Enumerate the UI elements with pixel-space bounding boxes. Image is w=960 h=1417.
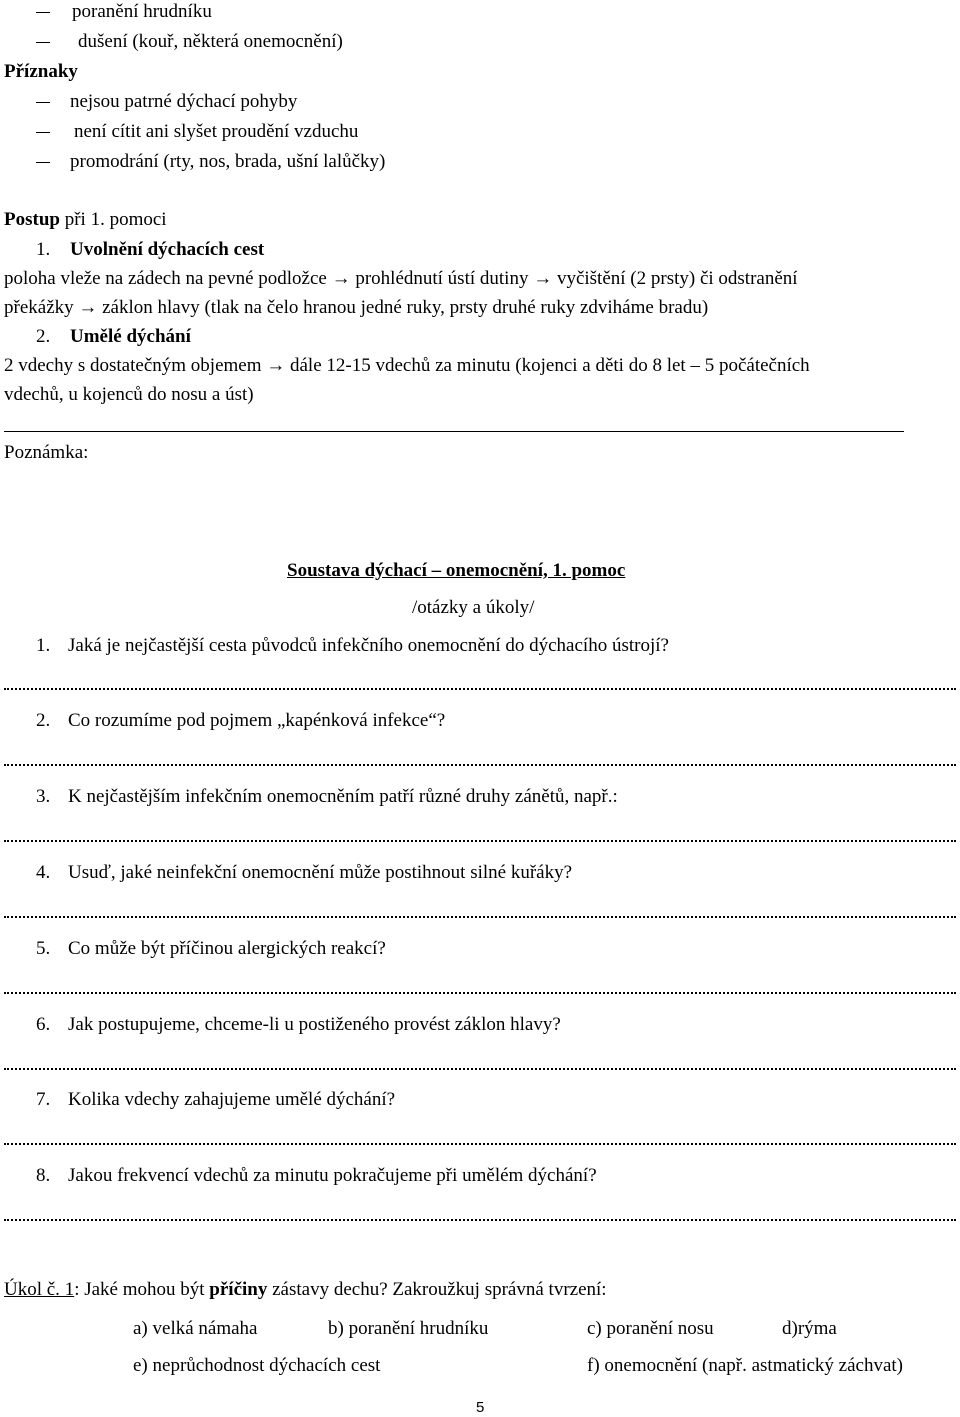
list-dash: [36, 132, 50, 133]
option-b[interactable]: b) poranění hrudníku: [328, 1318, 489, 1339]
question-text: K nejčastějším infekčním onemocněním patří různé druhy zánětů, např.:: [68, 786, 618, 807]
question-number: 5.: [36, 938, 51, 959]
question-text: Co může být příčinou alergických reakcí?: [68, 938, 386, 959]
question-number: 7.: [36, 1089, 51, 1110]
answer-line[interactable]: [4, 1068, 956, 1070]
option-d[interactable]: d)rýma: [782, 1318, 837, 1339]
question-text: Jaká je nejčastější cesta původců infekčního onemocnění do dýchacího ústrojí?: [68, 635, 669, 656]
procedure-heading-bold: Postup: [4, 209, 60, 230]
note-label: Poznámka:: [4, 442, 89, 463]
list-dash: [36, 12, 50, 13]
task-text: Jaké mohou být: [79, 1279, 210, 1300]
question-text: Jakou frekvencí vdechů za minutu pokračujeme při umělém dýchání?: [68, 1165, 597, 1186]
worksheet-subtitle: /otázky a úkoly/: [412, 597, 535, 618]
procedure-heading-rest: při 1. pomoci: [59, 209, 167, 230]
answer-line[interactable]: [4, 1219, 956, 1221]
question-number: 3.: [36, 786, 51, 807]
step-text: vdechů, u kojenců do nosu a úst): [4, 384, 254, 405]
question-text: Kolika vdechy zahajujeme umělé dýchání?: [68, 1089, 396, 1110]
worksheet-title: Soustava dýchací – onemocnění, 1. pomoc: [287, 560, 626, 581]
list-item: nejsou patrné dýchací pohyby: [70, 91, 298, 112]
question-number: 2.: [36, 710, 51, 731]
task-colon: :: [74, 1279, 80, 1300]
option-f[interactable]: f) onemocnění (např. astmatický záchvat): [587, 1355, 903, 1376]
task-text-bold: příčiny: [209, 1279, 268, 1300]
question-text: Co rozumíme pod pojmem „kapénková infekce“?: [68, 710, 446, 731]
option-e[interactable]: e) neprůchodnost dýchacích cest: [133, 1355, 381, 1376]
answer-line[interactable]: [4, 688, 956, 690]
divider-line: [4, 431, 904, 432]
list-item: není cítit ani slyšet proudění vzduchu: [74, 121, 359, 142]
step-text: poloha vleže na zádech na pevné podložce → prohlédnutí ústí dutiny → vyčištění (2 prsty) či odstranění: [4, 268, 798, 289]
list-item: poranění hrudníku: [72, 1, 212, 22]
step-title: Uvolnění dýchacích cest: [70, 239, 265, 260]
question-number: 4.: [36, 862, 51, 883]
list-dash: [36, 162, 50, 163]
step-text: 2 vdechy s dostatečným objemem → dále 12-15 vdechů za minutu (kojenci a děti do 8 let – 5 počátečních: [4, 355, 810, 376]
step-number: 2.: [36, 326, 51, 347]
task-text: zástavy dechu? Zakroužkuj správná tvrzení:: [267, 1279, 607, 1300]
step-number: 1.: [36, 239, 51, 260]
question-number: 1.: [36, 635, 51, 656]
answer-line[interactable]: [4, 916, 956, 918]
question-number: 8.: [36, 1165, 51, 1186]
task-line: [4, 1280, 607, 1299]
procedure-heading: [4, 210, 167, 229]
symptoms-heading: Příznaky: [4, 61, 78, 82]
list-item: dušení (kouř, některá onemocnění): [78, 31, 343, 52]
list-item: promodrání (rty, nos, brada, ušní lalůčky): [70, 151, 386, 172]
question-text: Jak postupujeme, chceme-li u postiženého provést záklon hlavy?: [68, 1014, 561, 1035]
option-c[interactable]: c) poranění nosu: [587, 1318, 714, 1339]
answer-line[interactable]: [4, 992, 956, 994]
step-title: Umělé dýchání: [70, 326, 191, 347]
task-label: Úkol č. 1: [4, 1279, 75, 1300]
question-text: Usuď, jaké neinfekční onemocnění může postihnout silné kuřáky?: [68, 862, 573, 883]
option-a[interactable]: a) velká námaha: [133, 1318, 258, 1339]
page-number: 5: [476, 1399, 485, 1416]
answer-line[interactable]: [4, 1143, 956, 1145]
list-dash: [36, 42, 50, 43]
step-text: překážky → záklon hlavy (tlak na čelo hranou jedné ruky, prsty druhé ruky zdviháme bradu): [4, 297, 709, 318]
list-dash: [36, 102, 50, 103]
answer-line[interactable]: [4, 840, 956, 842]
answer-line[interactable]: [4, 764, 956, 766]
question-number: 6.: [36, 1014, 51, 1035]
